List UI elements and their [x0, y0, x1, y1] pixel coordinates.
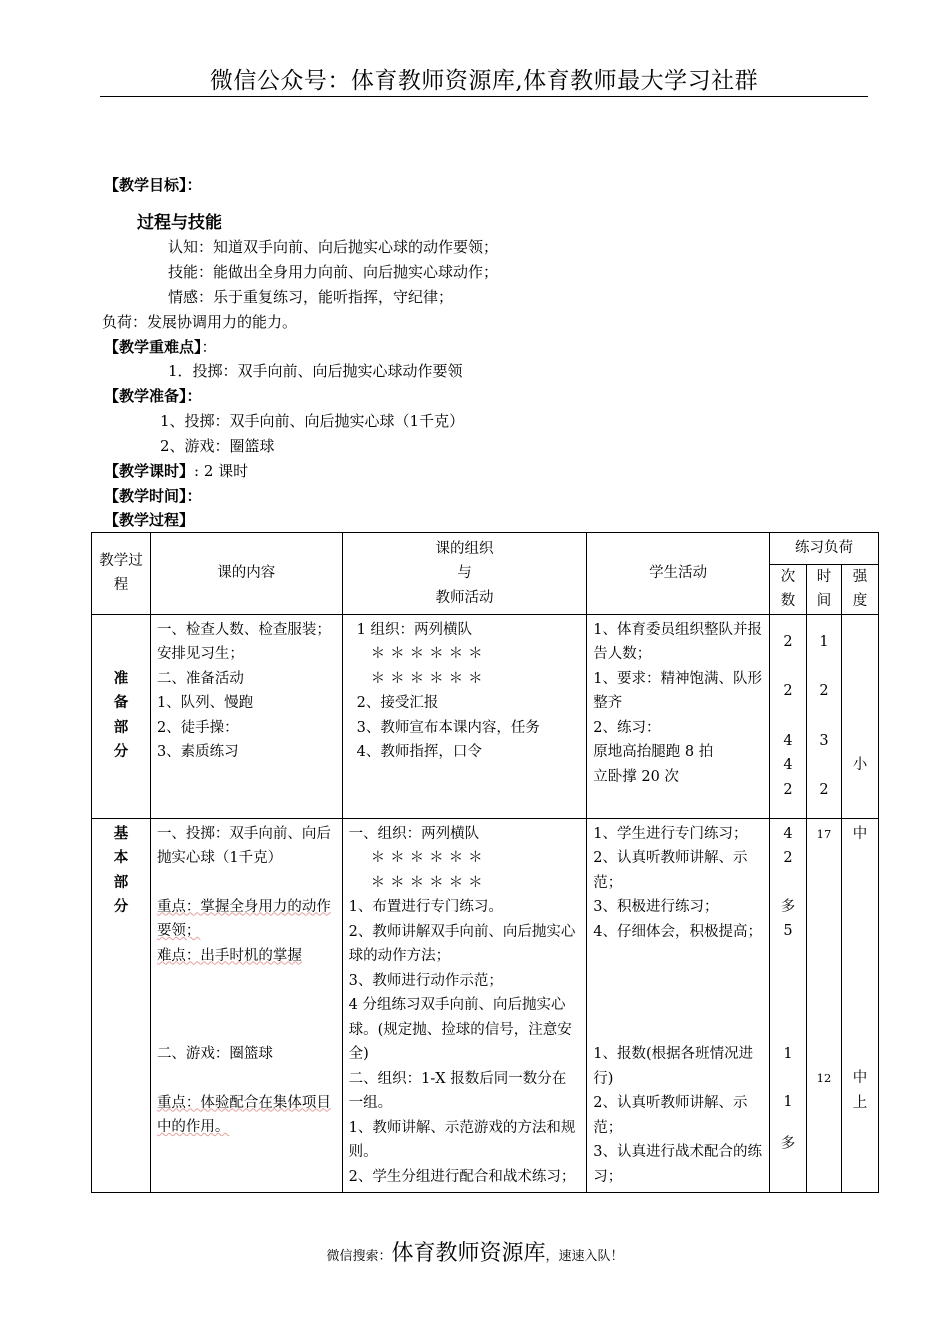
basic-student-item: 1、报数(根据各班情况进行) [593, 1046, 754, 1087]
basic-student-item: 2、认真听教师讲解、示范； [593, 1095, 748, 1136]
formation-row: ＊＊＊＊＊＊ [370, 646, 488, 662]
basic-duration-value: 12 [816, 1071, 832, 1085]
prep-duration-value: 1 [819, 633, 829, 650]
basic-intensity [841, 818, 878, 1193]
header-stage: 教学过程 [92, 533, 151, 615]
formation-row: ＊＊＊＊＊＊ [370, 874, 488, 891]
basic-times [769, 818, 806, 1193]
basic-content-difficulty: 难点：出手时机的掌握 [156, 947, 302, 964]
formation-row: ＊＊＊＊＊＊ [370, 670, 488, 687]
footer-account-name: 体育教师资源库 [391, 1241, 546, 1266]
prep-duration-value: 2 [819, 683, 829, 699]
prep-student-item: 1、要求：精神饱满、队形整齐 [593, 670, 762, 711]
prep-student-item: 1、体育委员组织整队并报告人数； [593, 621, 762, 662]
basic-org-item: 一、组织：两列横队 [348, 825, 480, 842]
basic-label-char: 本 [113, 849, 129, 866]
basic-times-value: 2 [783, 850, 793, 866]
hours-value: : 2 课时 [194, 462, 249, 480]
basic-student-item: 2、认真听教师讲解、示范； [593, 850, 748, 891]
header-intensity: 强度 [841, 564, 878, 614]
preparation-heading: 【教学准备】： [104, 387, 202, 405]
preparation-item: 1、投掷：双手向前、向后抛实心球（1千克） [160, 412, 465, 430]
basic-org-item: 2、教师讲解双手向前、向后抛实心球的动作方法； [348, 923, 576, 964]
prep-content-item: 3、素质练习 [156, 744, 239, 760]
objective-item: 情感：乐于重复练习，能听指挥，守纪律； [168, 288, 454, 306]
hours-line [104, 460, 248, 481]
footer-prefix: 微信搜索： [326, 1249, 392, 1264]
basic-content-game-focus: 重点：体验配合在集体项目中的作用。 [156, 1094, 331, 1135]
prep-content [150, 614, 342, 818]
basic-organization [342, 818, 587, 1193]
prep-label-char: 备 [113, 694, 129, 711]
basic-org-item: 1、教师讲解、示范游戏的方法和规则。 [348, 1119, 576, 1160]
basic-org-item: 二、组织：1-X 报数后同一数分在一组。 [348, 1070, 567, 1111]
basic-intensity-value: 中 [852, 825, 868, 842]
prep-times-value: 2 [783, 633, 793, 650]
basic-org-item: 2、学生分组进行配合和战术练习； [348, 1168, 576, 1185]
header-load: 练习负荷 [769, 533, 878, 565]
basic-content-game: 二、游戏：圈篮球 [156, 1046, 273, 1062]
basic-content-focus: 重点：掌握全身用力的动作要领； [156, 898, 331, 939]
prep-times [769, 614, 806, 818]
prep-org-item: 3、教师宣布本课内容，任务 [356, 719, 540, 736]
prep-student-item: 原地高抬腿跑 8 拍 [593, 744, 714, 760]
prep-content-item: 2、徒手操： [156, 719, 239, 736]
prep-content-item: 二、准备活动 [156, 670, 244, 687]
basic-label [92, 818, 151, 1193]
basic-times-value: 多 [780, 1135, 796, 1152]
header-org-line: 课的组织 [435, 540, 494, 557]
prep-org-item: 1 组织：两列横队 [356, 621, 472, 638]
header-student: 学生活动 [587, 533, 770, 615]
prep-organization [342, 614, 587, 818]
prep-label [92, 614, 151, 818]
prep-times-value: 2 [783, 683, 793, 699]
prep-label-char: 分 [113, 743, 129, 760]
basic-student-item: 4、仔细体会，积极提高； [593, 923, 762, 940]
preparation-item: 2、游戏：圈篮球 [160, 437, 275, 455]
header-org-line: 与 [457, 565, 472, 581]
prep-content-item: 1、队列、慢跑 [156, 695, 254, 711]
key-point-item: 1．投掷：双手向前、向后抛实心球动作要领 [168, 362, 463, 380]
prep-org-item: 2、接受汇报 [356, 695, 439, 711]
table-header-row [92, 533, 879, 565]
basic-intensity-value: 中上 [852, 1070, 868, 1111]
lesson-process-table [91, 532, 879, 1193]
prep-student-item: 2、练习： [593, 719, 661, 736]
basic-org-item: 3、教师进行动作示范； [348, 972, 503, 989]
header-organization [342, 533, 587, 615]
basic-label-char: 基 [113, 824, 129, 842]
formation-row: ＊＊＊＊＊＊ [370, 850, 488, 866]
basic-label-char: 部 [113, 873, 129, 891]
prep-student-activity [587, 614, 770, 818]
basic-student-item: 3、积极进行练习； [593, 899, 719, 915]
header-divider [100, 96, 868, 97]
basic-content-item: 一、投掷：双手向前、向后抛实心球（1千克） [156, 825, 331, 866]
key-points-heading [104, 336, 217, 357]
process-heading: 【教学过程】 [104, 511, 195, 529]
page-header-title: 微信公众号：体育教师资源库,体育教师最大学习社群 [209, 68, 759, 94]
footer-suffix: ，速速入队！ [545, 1249, 624, 1264]
basic-duration [806, 818, 841, 1193]
basic-org-item: 4 分组练习双手向前、向后抛实心球。(规定抛、捡球的信号，注意安全) [348, 997, 572, 1062]
prep-times-value: 4 [783, 732, 793, 749]
prep-content-item: 一、检查人数、检查服装；安排见习生； [156, 621, 331, 662]
basic-student-item: 1、学生进行专门练习； [593, 825, 748, 842]
basic-times-value: 多 [780, 898, 796, 915]
prep-label-char: 准 [113, 669, 129, 687]
header-content: 课的内容 [150, 533, 342, 615]
objectives-heading: 【教学目标】： [104, 176, 202, 194]
header-duration: 时间 [806, 564, 841, 614]
objective-item: 技能：能做出全身用力向前、向后抛实心球动作； [168, 263, 499, 281]
prep-intensity [841, 614, 878, 818]
objective-load: 负荷：发展协调用力的能力。 [102, 313, 298, 331]
basic-times-value: 1 [783, 1045, 793, 1062]
prep-duration [806, 614, 841, 818]
prep-label-char: 部 [113, 718, 129, 736]
header-org-line: 教师活动 [435, 589, 494, 606]
basic-section-row [92, 818, 879, 1193]
objectives-subheading: 过程与技能 [137, 213, 222, 233]
basic-label-char: 分 [113, 898, 129, 915]
basic-content [150, 818, 342, 1193]
prep-student-item: 立卧撑 20 次 [593, 768, 679, 785]
key-points-heading-text: 【教学重难点】 [104, 338, 202, 356]
prep-intensity-value: 小 [852, 756, 868, 773]
basic-student-item: 3、认真进行战术配合的练习； [593, 1144, 762, 1185]
basic-student-activity [587, 818, 770, 1193]
basic-duration-value: 17 [816, 826, 832, 841]
prep-times-value: 2 [783, 781, 793, 798]
basic-org-item: 1、布置进行专门练习。 [348, 899, 503, 915]
basic-times-value: 5 [783, 923, 793, 939]
prep-section-row [92, 614, 879, 818]
objective-item: 认知：知道双手向前、向后抛实心球的动作要领； [168, 238, 499, 256]
basic-times-value: 4 [783, 825, 793, 842]
prep-times-value: 4 [783, 757, 793, 773]
time-heading: 【教学时间】： [104, 487, 202, 505]
hours-heading: 【教学课时】 [104, 462, 195, 480]
prep-duration-value: 3 [819, 732, 829, 749]
prep-duration-value: 2 [819, 782, 829, 798]
prep-org-item: 4、教师指挥，口令 [356, 744, 482, 760]
header-times: 次数 [769, 564, 806, 614]
page-footer [0, 1236, 950, 1267]
basic-times-value: 1 [783, 1094, 793, 1110]
key-points-colon: ： [201, 338, 217, 356]
